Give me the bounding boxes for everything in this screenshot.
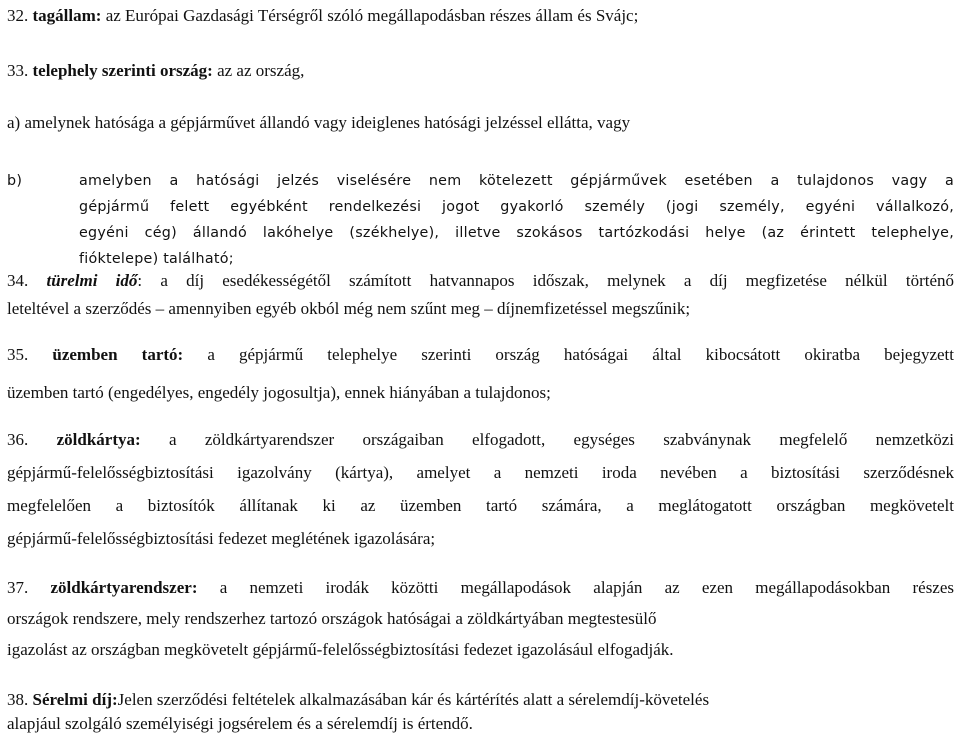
definition-text: : a díj esedékességétől számított hatvannapos időszak, melynek a díj megfizetése nélkül történő	[137, 271, 955, 290]
item-33-sub-b-line-3: egyéni cég) állandó lakóhelye (székhelye), illetve szokásos tartózkodási helye (az érintett telephelye,	[79, 225, 954, 241]
term-serelmi-dij: Sérelmi díj:	[32, 690, 118, 709]
item-35-line-2: üzemben tartó (engedélyes, engedély jogosultja), ennek hiányában a tulajdonos;	[7, 383, 551, 402]
item-33-sub-b-line-2: gépjármű felett egyébként rendelkezési jogot gyakorló személy (jogi személy, egyéni vállalkozó,	[79, 199, 954, 215]
item-33-sub-b-line-1: amelyben a hatósági jelzés viselésére nem kötelezett gépjárművek esetében a tulajdonos vagy a	[79, 173, 954, 189]
term-zoldkartya: zöldkártya:	[56, 430, 141, 449]
item-number: 38.	[7, 690, 29, 709]
term-zoldkartyarendszer: zöldkártyarendszer:	[50, 578, 198, 597]
item-33	[7, 61, 954, 81]
definition-text: Jelen szerződési feltételek alkalmazásában kár és kártérítés alatt a sérelemdíj-követelés	[117, 690, 710, 709]
item-number: 32.	[7, 6, 29, 25]
item-32	[7, 6, 954, 26]
item-34-line-1	[7, 271, 954, 291]
item-38-line-2: alapjául szolgáló személyiségi jogsérelem és a sérelemdíj is értendő.	[7, 714, 473, 733]
definition-text: a nemzeti irodák közötti megállapodások alapján az ezen megállapodásokban részes	[219, 578, 955, 597]
item-36-line-1	[7, 430, 954, 450]
item-36-line-2: gépjármű-felelősségbiztosítási igazolvány (kártya), amelyet a nemzeti iroda nevében a biztosítási szerződésnek	[7, 463, 954, 482]
term-uzemben-tarto: üzemben tartó:	[52, 345, 184, 364]
item-33-sub-b-line-4: fióktelepe) található;	[79, 251, 234, 267]
item-number: 37.	[7, 578, 29, 597]
item-33-sub-b-marker: b)	[7, 173, 23, 189]
item-38-line-1	[7, 690, 817, 710]
item-number: 34.	[7, 271, 29, 290]
item-37-line-2: országok rendszere, mely rendszerhez tartozó országok hatóságai a zöldkártyában megtestesülő	[7, 609, 657, 628]
definition-text: a zöldkártyarendszer országaiban elfogadott, egységes szabványnak megfelelő nemzetközi	[168, 430, 955, 449]
item-34-line-2: leteltével a szerződés – amennyiben egyéb okból még nem szűnt meg – díjnemfizetéssel megszűnik;	[7, 299, 691, 318]
term-tagallam: tagállam:	[32, 6, 102, 25]
item-number: 36.	[7, 430, 29, 449]
sub-a-text: a) amelynek hatósága a gépjárművet állandó vagy ideiglenes hatósági jelzéssel ellátta, vagy	[7, 113, 631, 132]
item-37-line-3: igazolást az országban megkövetelt gépjármű-felelősségbiztosítási fedezet igazolásául elfogadják.	[7, 640, 674, 659]
item-37-line-1	[7, 578, 954, 598]
definition-text: az Európai Gazdasági Térségről szóló megállapodásban részes állam és Svájc;	[105, 6, 639, 25]
definition-text: az az ország,	[217, 61, 305, 80]
item-36-line-3: megfelelően a biztosítók állítanak ki az üzemben tartó számára, a meglátogatott országban megkövetelt	[7, 496, 954, 515]
item-number: 35.	[7, 345, 29, 364]
item-35-line-1	[7, 345, 954, 365]
term-turelmi-ido: türelmi idő	[46, 271, 138, 290]
item-number: 33.	[7, 61, 29, 80]
term-telephely-szerinti-orszag: telephely szerinti ország:	[32, 61, 213, 80]
item-36-line-4: gépjármű-felelősségbiztosítási fedezet meglétének igazolására;	[7, 529, 436, 548]
definition-text: a gépjármű telephelye szerinti ország hatóságai által kibocsátott okiratba bejegyzett	[207, 345, 954, 364]
item-33-sub-a	[7, 113, 954, 133]
